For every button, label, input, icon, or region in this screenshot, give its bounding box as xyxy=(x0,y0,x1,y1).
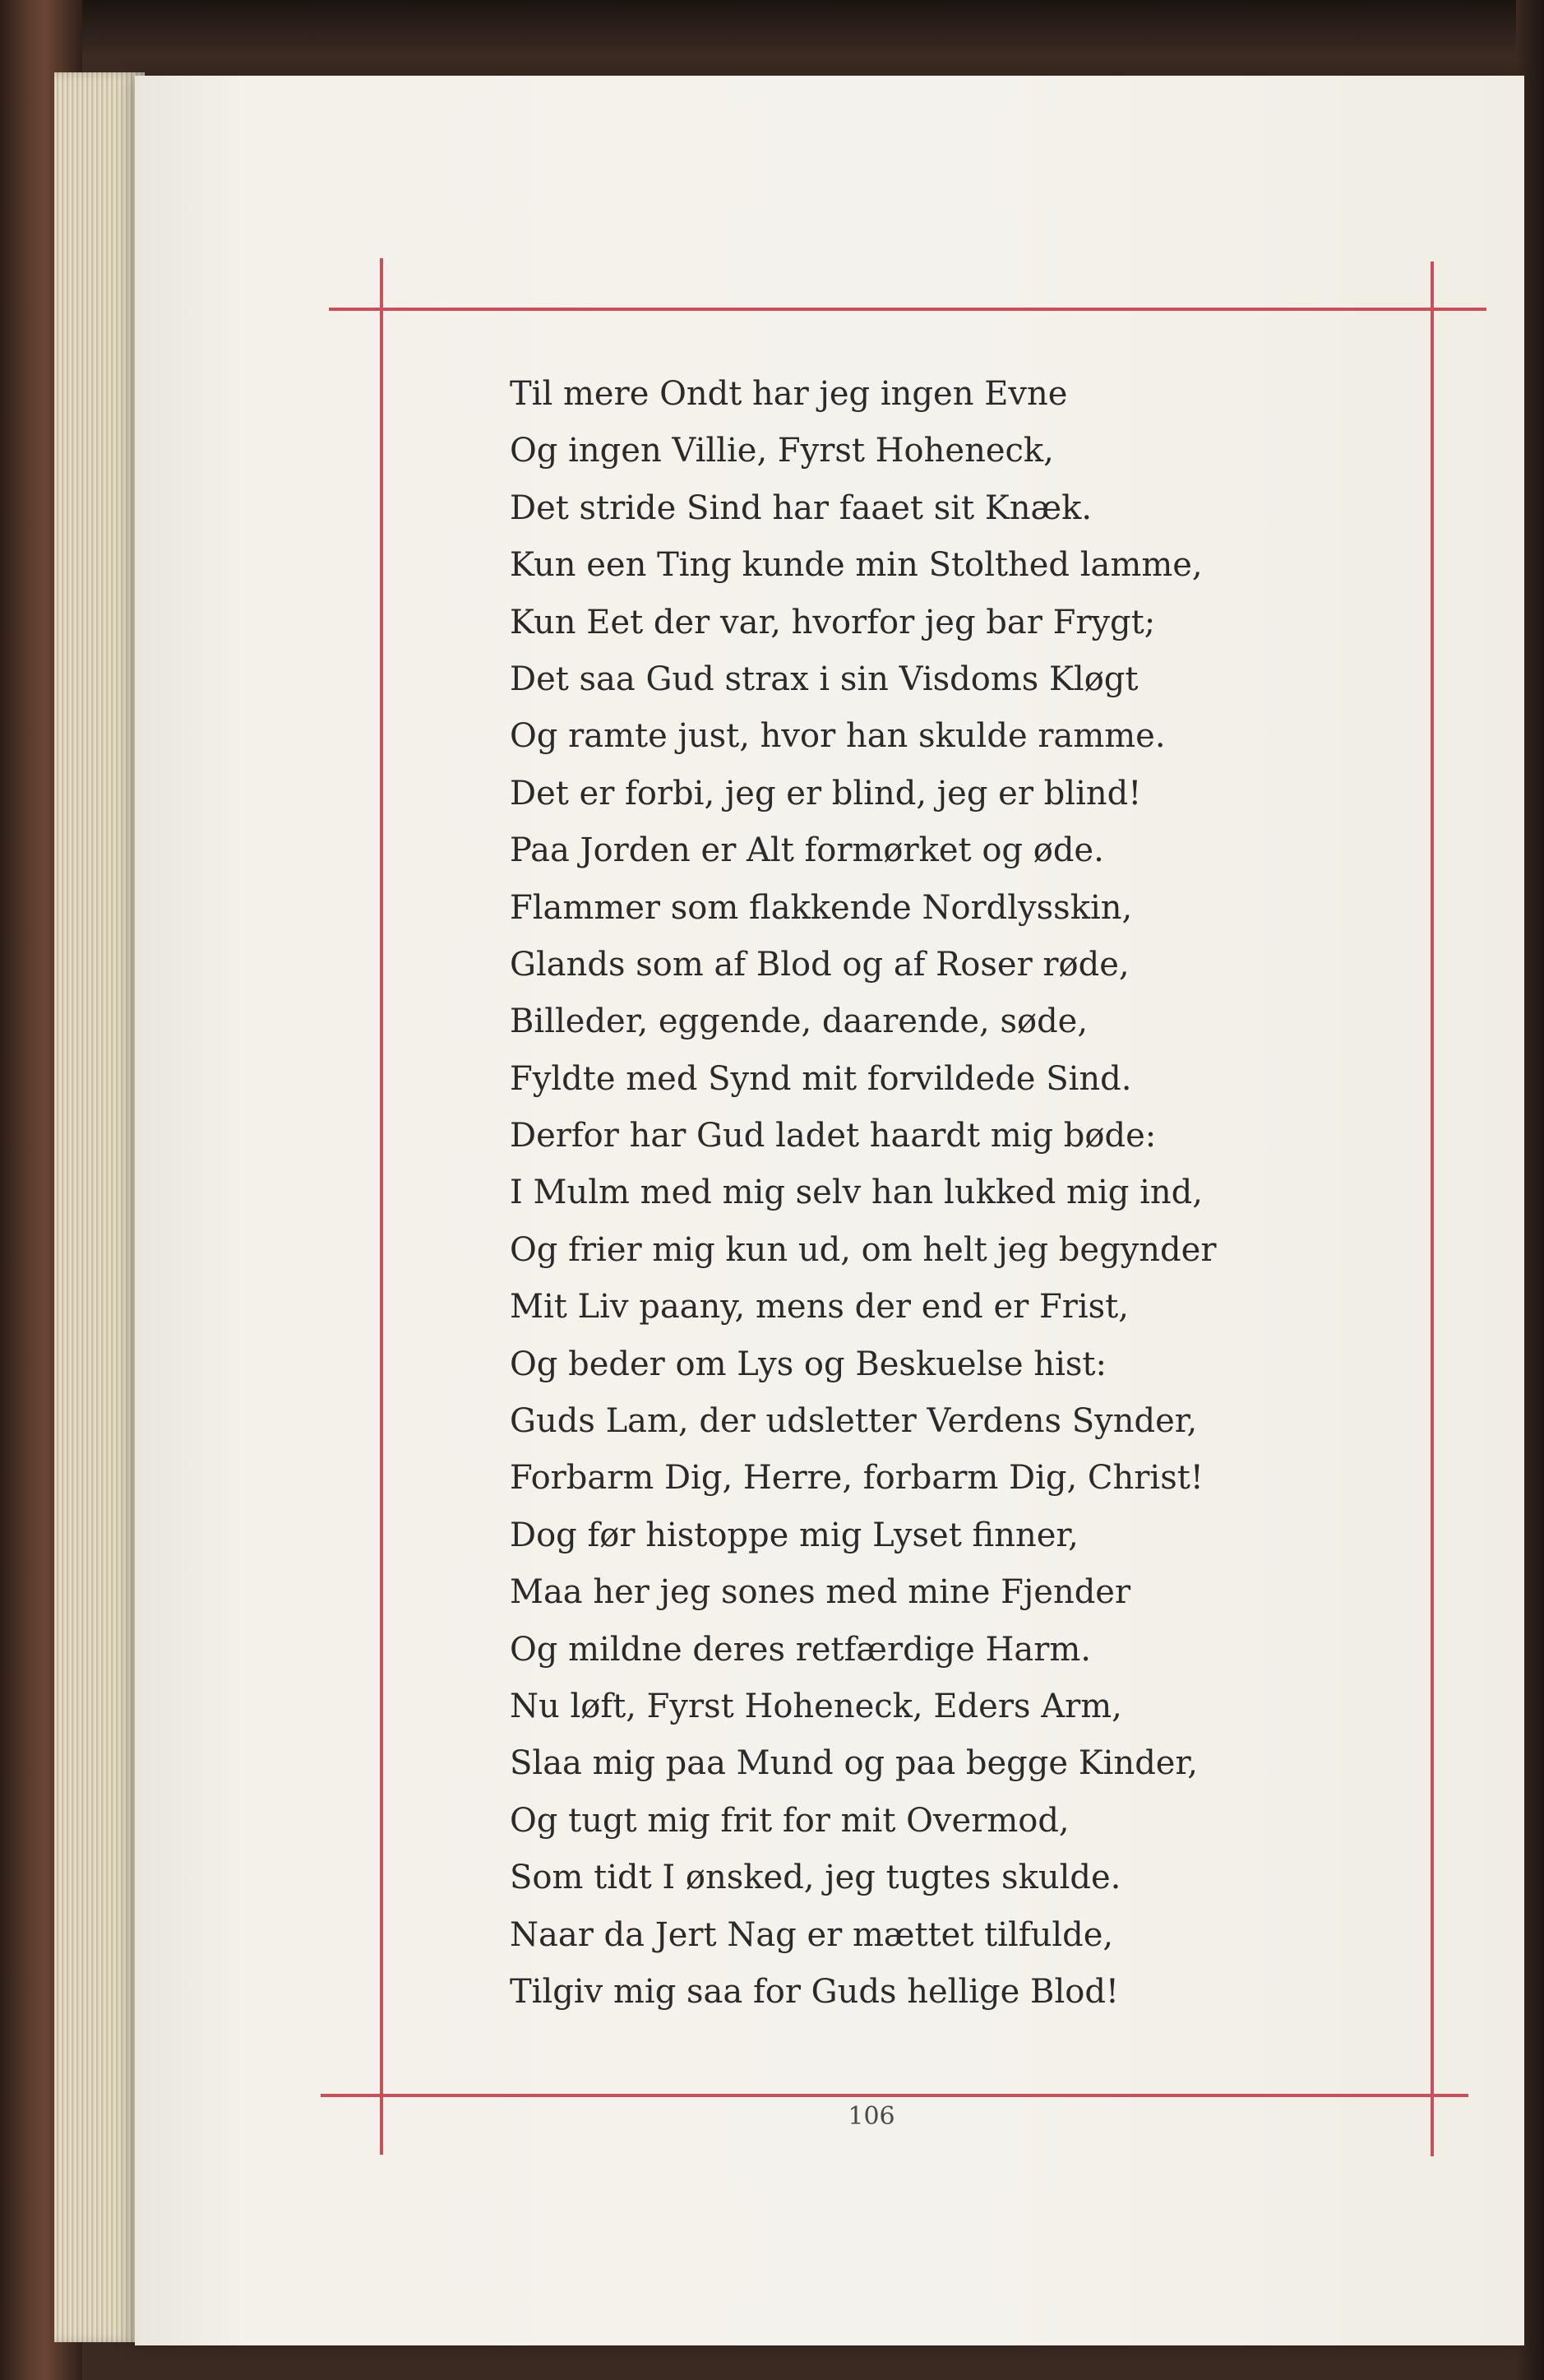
poem-line: Slaa mig paa Mund og paa begge Kinder, xyxy=(510,1744,1198,1783)
poem-line: Paa Jorden er Alt formørket og øde. xyxy=(510,831,1104,870)
page-edges xyxy=(54,72,145,2342)
poem-line: Maa her jeg sones med mine Fjender xyxy=(510,1573,1131,1612)
page-number: 106 xyxy=(848,2102,895,2131)
poem-line: Og beder om Lys og Beskuelse hist: xyxy=(510,1345,1107,1383)
frame-top-rule xyxy=(329,308,1486,311)
poem-line: Kun een Ting kunde min Stolthed lamme, xyxy=(510,546,1203,585)
poem-line: Fyldte med Synd mit forvildede Sind. xyxy=(510,1059,1132,1098)
poem-line: Det er forbi, jeg er blind, jeg er blind! xyxy=(510,774,1142,813)
poem-line: Det saa Gud strax i sin Visdoms Kløgt xyxy=(510,660,1139,698)
frame-left-rule xyxy=(380,258,383,2155)
poem-line: Og mildne deres retfærdige Harm. xyxy=(510,1630,1091,1669)
poem-line: Glands som af Blod og af Roser røde, xyxy=(510,945,1130,984)
poem-line: Tilgiv mig saa for Guds hellige Blod! xyxy=(510,1972,1119,2011)
poem-line: Naar da Jert Nag er mættet tilfulde, xyxy=(510,1915,1114,1954)
frame-right-rule xyxy=(1431,262,1434,2156)
poem-line: Til mere Ondt har jeg ingen Evne xyxy=(510,375,1068,413)
poem-line: Nu løft, Fyrst Hoheneck, Eders Arm, xyxy=(510,1687,1122,1725)
poem-line: Kun Eet der var, hvorfor jeg bar Frygt; xyxy=(510,603,1156,641)
poem-line: Derfor har Gud ladet haardt mig bøde: xyxy=(510,1117,1157,1155)
frame-bottom-rule xyxy=(321,2094,1468,2097)
poem-line: Og frier mig kun ud, om helt jeg begynder xyxy=(510,1230,1217,1269)
poem-line: Billeder, eggende, daarende, søde, xyxy=(510,1002,1089,1041)
poem-line: Og ingen Villie, Fyrst Hoheneck, xyxy=(510,432,1054,470)
poem-line: I Mulm med mig selv han lukked mig ind, xyxy=(510,1174,1203,1212)
book-cover-top xyxy=(0,0,1544,58)
poem-line: Dog før histoppe mig Lyset finner, xyxy=(510,1516,1079,1554)
poem-line: Og ramte just, hvor han skulde ramme. xyxy=(510,717,1166,756)
poem-line: Flammer som flakkende Nordlysskin, xyxy=(510,888,1133,927)
poem-line: Mit Liv paany, mens der end er Frist, xyxy=(510,1288,1129,1327)
poem-line: Forbarm Dig, Herre, forbarm Dig, Christ! xyxy=(510,1459,1204,1498)
poem-line: Guds Lam, der udsletter Verdens Synder, xyxy=(510,1402,1198,1441)
poem-line: Som tidt I ønsked, jeg tugtes skulde. xyxy=(510,1859,1121,1897)
poem-line: Det stride Sind har faaet sit Knæk. xyxy=(510,489,1093,527)
poem-line: Og tugt mig frit for mit Overmod, xyxy=(510,1801,1070,1840)
poem xyxy=(510,366,1381,2021)
